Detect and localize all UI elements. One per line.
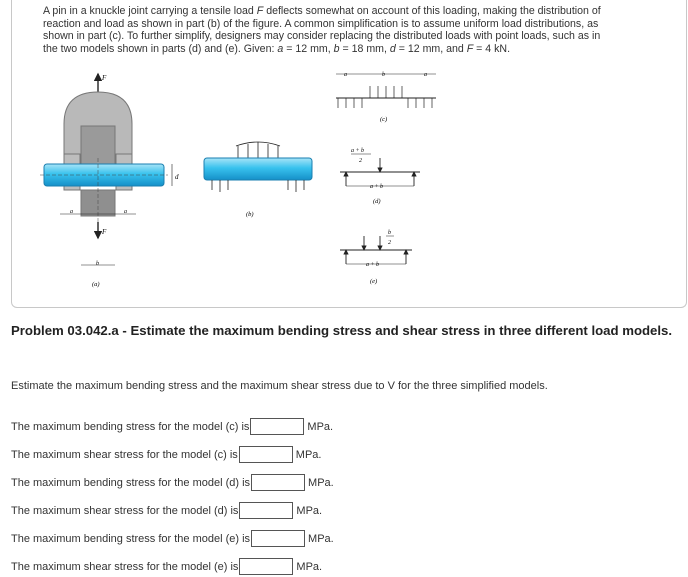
answer-unit: MPa. — [296, 504, 323, 517]
answer-row-bending-e — [11, 530, 334, 547]
answer-label: The maximum bending stress for the model (c) is — [11, 420, 250, 433]
e-bottom-span: a + b — [366, 262, 380, 268]
answer-row-shear-c — [11, 446, 321, 463]
e-top-denominator: 2 — [388, 240, 391, 246]
part-c-uniform-loads — [336, 72, 436, 123]
answer-row-shear-d — [11, 502, 322, 519]
answer-row-bending-d — [11, 474, 334, 491]
answer-label: The maximum shear stress for the model (d) is — [11, 504, 239, 517]
shear-stress-d-input[interactable] — [239, 502, 293, 519]
caption-c: (c) — [380, 116, 388, 123]
caption-e: (e) — [370, 278, 378, 285]
answer-unit: MPa. — [307, 420, 334, 433]
answer-unit: MPa. — [295, 448, 322, 461]
answer-label: The maximum bending stress for the model (d) is — [11, 476, 251, 489]
bending-stress-d-input[interactable] — [251, 474, 305, 491]
caption-d: (d) — [373, 198, 381, 205]
label-a-left: a — [70, 209, 73, 215]
e-top-numerator: b — [388, 230, 391, 236]
c-label-b: b — [382, 72, 385, 78]
d-top-numerator: a + b — [351, 148, 365, 154]
part-a-knuckle-joint — [40, 74, 179, 288]
bending-stress-e-input[interactable] — [251, 530, 305, 547]
label-d: d — [175, 173, 179, 181]
c-label-a-right: a — [424, 72, 427, 78]
caption-a: (a) — [92, 281, 100, 288]
part-e-point-loads — [340, 230, 412, 285]
label-F-top: F — [102, 74, 107, 82]
answer-row-bending-c — [11, 418, 333, 435]
answer-row-shear-e — [11, 558, 322, 575]
bending-stress-c-input[interactable] — [250, 418, 304, 435]
part-d-point-loads — [340, 148, 420, 205]
label-a-right: a — [124, 209, 127, 215]
answer-unit: MPa. — [308, 476, 334, 489]
shear-stress-e-input[interactable] — [239, 558, 293, 575]
problem-intro-text: A pin in a knuckle joint carrying a tensile load F deflects somewhat on account of this loading, making the distribution of reaction and load as shown in part (b) of the figure. A common simplification is to assume uniform load distributions, as shown in part (c). To further simplify, designers may consider replacing the distributed loads with point loads, such as in the two models shown in parts (d) and (e). Given: a = 12 mm, b = 18 mm, d = 12 mm, and F = 4 kN. — [43, 5, 601, 55]
label-b: b — [96, 261, 99, 267]
label-F-bottom: F — [102, 228, 107, 236]
part-b-pin-loading — [204, 142, 312, 218]
shear-stress-c-input[interactable] — [239, 446, 293, 463]
answer-label: The maximum shear stress for the model (c) is — [11, 448, 238, 461]
c-label-a-left: a — [344, 72, 347, 78]
knuckle-joint-figure — [40, 62, 440, 294]
answer-label: The maximum bending stress for the model (e) is — [11, 532, 251, 545]
caption-b: (b) — [246, 211, 254, 218]
d-bottom-span: a + b — [370, 184, 384, 190]
answer-unit: MPa. — [296, 560, 323, 573]
answer-unit: MPa. — [308, 532, 334, 545]
problem-title: Problem 03.042.a - Estimate the maximum bending stress and shear stress in three different load models. — [11, 323, 673, 338]
d-top-denominator: 2 — [359, 158, 362, 164]
problem-instruction: Estimate the maximum bending stress and the maximum shear stress due to V for the three simplified models. — [11, 380, 548, 392]
answer-label: The maximum shear stress for the model (e) is — [11, 560, 239, 573]
